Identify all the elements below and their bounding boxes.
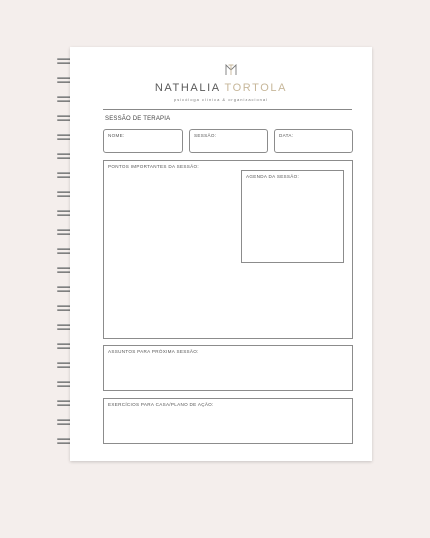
pontos-importantes-box[interactable] [103,160,353,339]
data-field[interactable] [274,129,353,153]
assuntos-label: ASSUNTOS PARA PRÓXIMA SESSÃO: [108,349,199,354]
sessao-field[interactable] [189,129,268,153]
header-divider [103,109,352,110]
nome-label: NOME: [108,133,125,138]
notebook-page [70,47,372,461]
brand-name [70,82,372,94]
exercicios-box[interactable] [103,398,353,444]
brand-name-first: NATHALIA [154,82,221,94]
pontos-importantes-label: PONTOS IMPORTANTES DA SESSÃO: [108,164,199,169]
assuntos-box[interactable] [103,345,353,391]
monogram-logo-icon [225,64,237,76]
brand-name-second: TORTOLA [224,82,288,94]
nome-field[interactable] [103,129,183,153]
form-title: SESSÃO DE TERAPIA [105,116,171,122]
agenda-box[interactable] [241,170,344,263]
data-label: DATA: [279,133,294,138]
agenda-label: AGENDA DA SESSÃO: [246,174,300,179]
exercicios-label: EXERCÍCIOS PARA CASA/PLANO DE AÇÃO: [108,402,214,407]
brand-tagline: psicóloga clínica & organizacional [173,97,269,102]
sessao-label: SESSÃO: [194,133,217,138]
